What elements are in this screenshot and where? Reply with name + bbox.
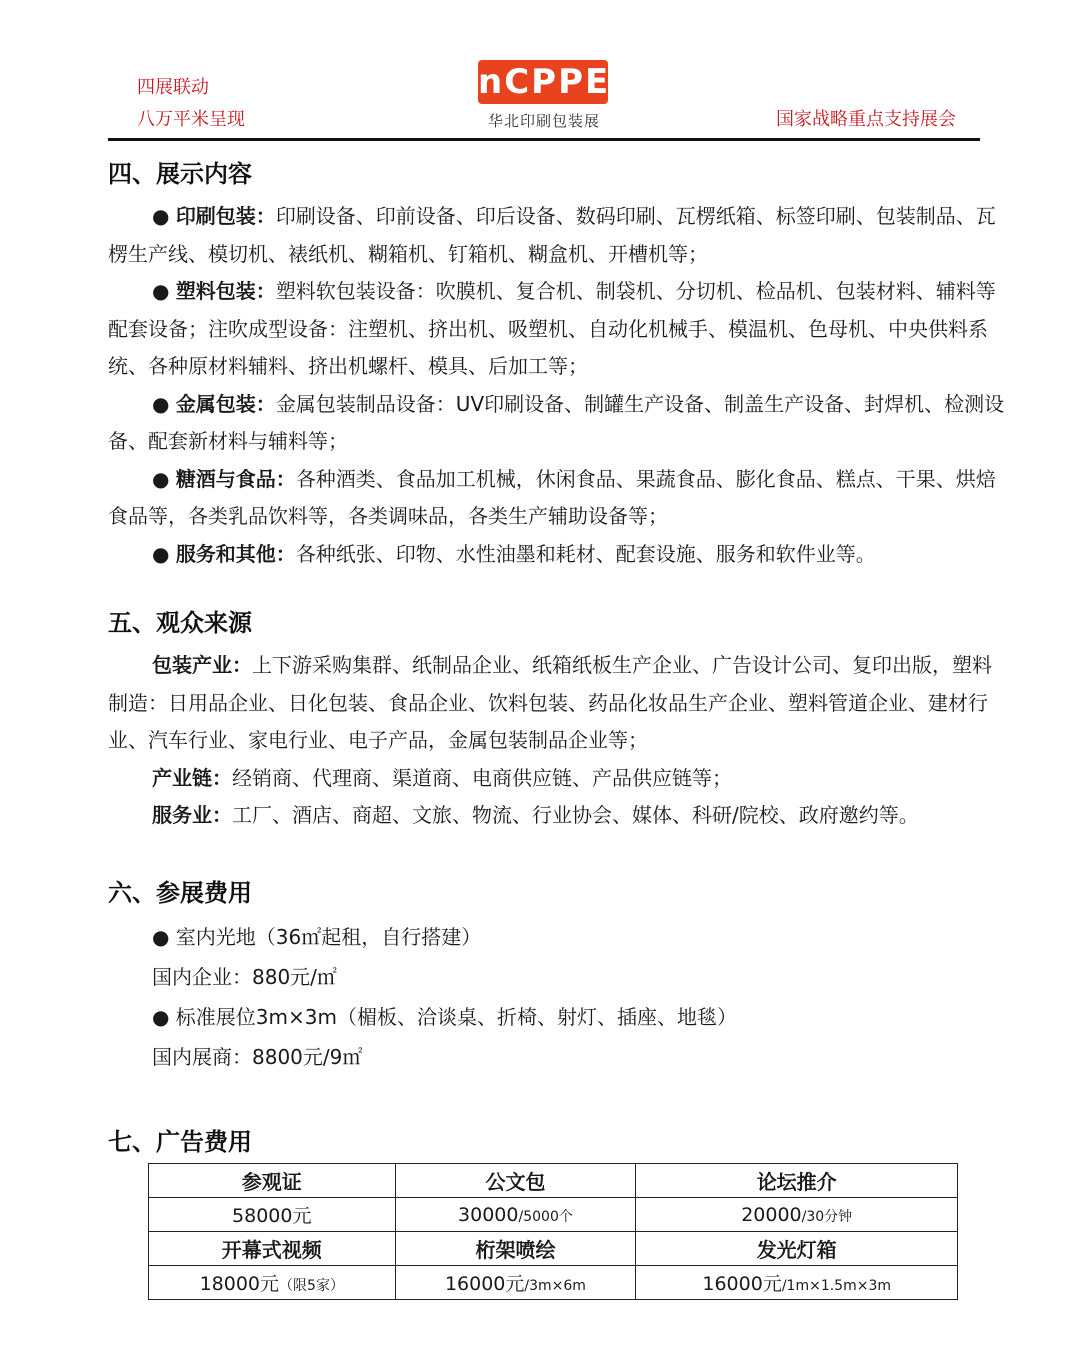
logo xyxy=(478,60,610,131)
fee-standard-booth-price: 国内展商：8800元/9㎡ xyxy=(152,1044,363,1069)
list-item xyxy=(108,760,1008,798)
slogan-left xyxy=(137,72,245,136)
bullet: ● xyxy=(152,204,170,228)
audience-list xyxy=(108,647,1008,835)
item-text: 塑料软包装设备：吹膜机、复合机、制袋机、分切机、检品机、包装材料、辅料等配套设备；注吹成型设备：注塑机、挤出机、吸塑机、自动化机械手、模温机、色母机、中央供料系统、各种原材料辅料、挤出机螺杆、模具、后加工等； xyxy=(108,279,996,378)
table-cell xyxy=(149,1266,396,1300)
item-label: 金属包装： xyxy=(175,391,276,416)
table-row xyxy=(149,1232,958,1266)
item-label: 塑料包装： xyxy=(175,279,276,303)
list-item xyxy=(108,797,1008,835)
section-title-fees: 六、参展费用 xyxy=(108,878,252,907)
item-text: 工厂、酒店、商超、文旅、物流、行业协会、媒体、科研/院校、政府邀约等。 xyxy=(232,803,919,827)
price: 58000元 xyxy=(232,1205,312,1227)
section-title-ads: 七、广告费用 xyxy=(108,1128,252,1156)
table-header-cell: 公文包 xyxy=(395,1164,636,1198)
item-label: 印刷包装： xyxy=(175,204,276,228)
document-body xyxy=(108,150,1008,1077)
slogan-line-1: 四展联动 xyxy=(137,77,209,98)
item-label: 服务和其他： xyxy=(175,541,296,566)
price: 30000 xyxy=(458,1203,519,1226)
exhibits-list xyxy=(108,198,1008,573)
table-row xyxy=(149,1266,958,1300)
item-text: 金属包装制品设备：UV印刷设备、制罐生产设备、制盖生产设备、封焊机、检测设备、配套新材料与辅料等； xyxy=(108,391,1005,453)
list-item xyxy=(108,386,1008,461)
fee-raw-space-price: 国内企业：880元/㎡ xyxy=(152,964,337,989)
list-item xyxy=(108,461,1008,536)
item-text: 上下游采购集群、纸制品企业、纸箱纸板生产企业、广告设计公司、复印出版，塑料制造：日用品企业、日化包装、食品企业、饮料包装、药品化妆品生产企业、塑料管道企业、建材行业、汽车行业、家电行业、电子产品，金属包装制品企业等； xyxy=(108,653,992,752)
table-header-cell: 桁架喷绘 xyxy=(395,1232,636,1266)
price-note: （限5家） xyxy=(279,1278,344,1294)
table-header-cell: 论坛推介 xyxy=(636,1164,958,1198)
table-header-cell: 开幕式视频 xyxy=(149,1232,396,1266)
bullet: ● xyxy=(152,466,170,491)
item-text: 各种纸张、印物、水性油墨和耗材、配套设施、服务和软件业等。 xyxy=(295,541,876,566)
list-item xyxy=(108,273,1008,386)
table-header-cell: 参观证 xyxy=(149,1164,396,1198)
price: 16000元 xyxy=(702,1273,782,1295)
table-cell xyxy=(149,1198,396,1232)
fee-raw-space: ● 室内光地（36㎡起租，自行搭建） xyxy=(152,924,482,949)
logo-mark: nCPPE xyxy=(478,62,611,102)
slogan-right: 国家战略重点支持展会 xyxy=(776,109,956,130)
table-cell xyxy=(395,1266,636,1300)
price: 20000 xyxy=(741,1203,802,1226)
price-note: /3m×6m xyxy=(524,1278,586,1294)
table-header-cell: 发光灯箱 xyxy=(636,1232,958,1266)
header-divider xyxy=(108,138,980,141)
logo-subtitle: 华北印刷包装展 xyxy=(487,112,600,130)
table-cell xyxy=(636,1198,958,1232)
price-note: /5000个 xyxy=(518,1208,573,1225)
bullet: ● xyxy=(152,391,170,416)
item-text: 印刷设备、印前设备、印后设备、数码印刷、瓦楞纸箱、标签印刷、包装制品、瓦楞生产线、模切机、裱纸机、糊箱机、钉箱机、糊盒机、开槽机等； xyxy=(108,204,996,266)
table-row xyxy=(149,1198,958,1232)
price: 18000元 xyxy=(199,1273,280,1295)
table-cell xyxy=(636,1266,958,1300)
section-title-audience: 五、观众来源 xyxy=(108,609,252,637)
list-item xyxy=(108,647,1008,760)
item-label: 服务业： xyxy=(152,803,232,827)
item-text: 经销商、代理商、渠道商、电商供应链、产品供应链等； xyxy=(232,765,732,790)
section-title-exhibits: 四、展示内容 xyxy=(108,160,252,188)
fee-standard-booth: ● 标准展位3m×3m（楣板、洽谈桌、折椅、射灯、插座、地毯） xyxy=(152,1004,737,1029)
table-cell xyxy=(395,1198,636,1232)
bullet: ● xyxy=(152,541,170,566)
price: 16000元 xyxy=(444,1273,525,1295)
page-header xyxy=(0,0,1080,145)
list-item xyxy=(108,198,1008,273)
item-text: 各种酒类、食品加工机械，休闲食品、果蔬食品、膨化食品、糕点、干果、烘焙食品等，各类乳品饮料等，各类调味品，各类生产辅助设备等； xyxy=(108,466,996,528)
item-label: 包装产业： xyxy=(152,653,252,677)
list-item xyxy=(108,536,1008,574)
ad-fee-table xyxy=(148,1163,958,1300)
item-label: 糖酒与食品： xyxy=(175,466,296,491)
table-row xyxy=(149,1164,958,1198)
price-note: /1m×1.5m×3m xyxy=(781,1278,891,1294)
item-label: 产业链： xyxy=(152,765,232,790)
slogan-line-2: 八万平米呈现 xyxy=(137,109,245,130)
bullet: ● xyxy=(152,279,170,303)
price-note: /30分钟 xyxy=(801,1208,853,1225)
